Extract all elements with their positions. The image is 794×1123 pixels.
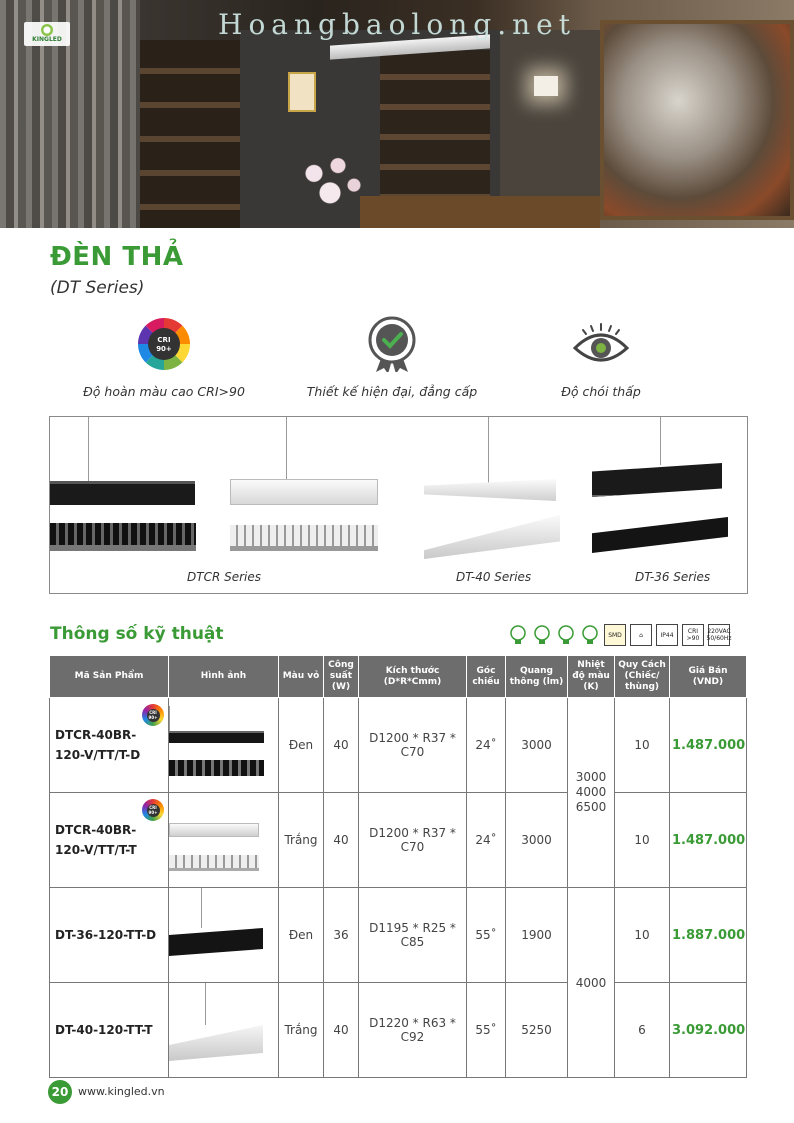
spec-table xyxy=(49,655,747,1078)
page-number: 20 xyxy=(48,1080,72,1104)
gallery-caption: DT-40 Series xyxy=(456,570,532,584)
table-row xyxy=(50,888,747,983)
beam-angle: 24˚ xyxy=(467,793,506,888)
cri-90-icon xyxy=(136,316,192,372)
color-temperature: 4000 xyxy=(568,888,615,1078)
cri-badge-icon: CRI 90+ xyxy=(142,704,164,726)
product-code: DTCR-40BR-120-V/TT/T-D CRI 90+ xyxy=(50,698,169,793)
suspension-wire xyxy=(488,417,489,483)
product-image xyxy=(169,888,279,983)
col-header: Quang thông (lm) xyxy=(506,656,568,698)
housing-color: Trắng xyxy=(279,793,324,888)
ip44-badge: IP44 xyxy=(656,624,678,646)
product-image xyxy=(169,698,279,793)
housing-color: Đen xyxy=(279,698,324,793)
suspension-wire xyxy=(205,983,206,1025)
lamp-black xyxy=(169,731,264,743)
product-image xyxy=(169,983,279,1078)
page-subtitle: (DT Series) xyxy=(50,278,145,298)
suspension-wire xyxy=(286,417,287,479)
luminous-flux: 3000 xyxy=(506,698,568,793)
logo-text: KINGLED xyxy=(32,36,62,43)
lamp-white xyxy=(169,823,259,837)
power: 40 xyxy=(324,698,359,793)
eye-icon xyxy=(573,316,629,372)
col-header: Màu vỏ xyxy=(279,656,324,698)
color-temperature: 3000 4000 6500 xyxy=(568,698,615,888)
price: 1.887.000 xyxy=(670,888,747,983)
smd-badge: SMD xyxy=(604,624,626,646)
dimensions: D1220 * R63 * C92 xyxy=(359,983,467,1078)
flower-vase xyxy=(290,150,370,228)
col-header: Góc chiếu xyxy=(467,656,506,698)
desk xyxy=(360,196,600,228)
luminous-flux: 3000 xyxy=(506,793,568,888)
gallery-caption: DT-36 Series xyxy=(635,570,711,584)
cri-badge-icon: CRI 90+ xyxy=(142,799,164,821)
col-header: Hình ảnh xyxy=(169,656,279,698)
watermark: Hoangbaolong.net xyxy=(218,8,576,41)
dtcr-white-lamp xyxy=(230,479,378,505)
wall-sconce xyxy=(534,76,558,96)
dt-36-lamp xyxy=(592,463,722,497)
housing-color: Đen xyxy=(279,888,324,983)
bulb-icon xyxy=(556,624,576,646)
horse-painting xyxy=(600,20,794,220)
brand-logo xyxy=(24,22,70,46)
bookshelf xyxy=(140,40,240,228)
logo-icon xyxy=(41,24,53,36)
pack-quantity: 6 xyxy=(615,983,670,1078)
svg-text:90+: 90+ xyxy=(156,345,172,353)
pack-quantity: 10 xyxy=(615,793,670,888)
feature-glare xyxy=(481,316,721,399)
feature-label: Độ hoàn màu cao CRI>90 xyxy=(83,384,245,399)
dt-40-lamp-bottom xyxy=(424,515,560,559)
beam-angle: 24˚ xyxy=(467,698,506,793)
col-header: Nhiệt độ màu (K) xyxy=(568,656,615,698)
table-row xyxy=(50,983,747,1078)
table-header-row xyxy=(50,656,747,698)
dimensions: D1200 * R37 * C70 xyxy=(359,698,467,793)
bulb-icon xyxy=(508,624,528,646)
website-link[interactable]: www.kingled.vn xyxy=(78,1085,165,1098)
dtcr-black-lamp-bottom xyxy=(50,523,196,551)
bulb-icon xyxy=(580,624,600,646)
power: 40 xyxy=(324,793,359,888)
dt-36-lamp-bottom xyxy=(592,517,728,553)
feature-design xyxy=(272,316,512,399)
luminous-flux: 1900 xyxy=(506,888,568,983)
cri-badge: CRI >90 xyxy=(682,624,704,646)
product-image xyxy=(169,793,279,888)
framed-certificate xyxy=(288,72,316,112)
suspension-wire xyxy=(660,417,661,465)
col-header: Mã Sản Phẩm xyxy=(50,656,169,698)
lamp-black-bottom xyxy=(169,760,264,776)
product-code: DT-40-120-TT-T xyxy=(50,983,169,1078)
price: 1.487.000 xyxy=(670,698,747,793)
lamp-white xyxy=(169,1021,263,1061)
feature-cri xyxy=(44,316,284,399)
lamp-white-bottom xyxy=(169,855,259,871)
spec-heading: Thông số kỹ thuật xyxy=(50,624,224,644)
beam-angle: 55˚ xyxy=(467,888,506,983)
certification-badges xyxy=(508,622,730,648)
power: 36 xyxy=(324,888,359,983)
luminous-flux: 5250 xyxy=(506,983,568,1078)
dtcr-black-lamp xyxy=(50,481,195,505)
price: 3.092.000 xyxy=(670,983,747,1078)
voltage-badge: 220VAC 50/60Hz xyxy=(708,624,730,646)
product-code: DT-36-120-TT-D xyxy=(50,888,169,983)
housing-color: Trắng xyxy=(279,983,324,1078)
lamp-black xyxy=(169,928,263,956)
bulb-icon xyxy=(532,624,552,646)
col-header: Giá Bán (VND) xyxy=(670,656,747,698)
dimensions: D1195 * R25 * C85 xyxy=(359,888,467,983)
hero-banner xyxy=(0,0,794,228)
pack-quantity: 10 xyxy=(615,698,670,793)
bookshelf xyxy=(380,50,490,200)
dimensions: D1200 * R37 * C70 xyxy=(359,793,467,888)
dtcr-white-lamp-bottom xyxy=(230,525,378,551)
col-header: Công suất (W) xyxy=(324,656,359,698)
gallery-caption: DTCR Series xyxy=(187,570,262,584)
feature-label: Độ chói thấp xyxy=(561,384,641,399)
col-header: Quy Cách (Chiếc/ thùng) xyxy=(615,656,670,698)
suspension-wire xyxy=(88,417,89,483)
feature-label: Thiết kế hiện đại, đẳng cấp xyxy=(306,384,478,399)
pack-quantity: 10 xyxy=(615,888,670,983)
product-gallery xyxy=(49,416,748,594)
beam-angle: 55˚ xyxy=(467,983,506,1078)
table-row xyxy=(50,793,747,888)
svg-text:CRI: CRI xyxy=(157,336,171,344)
page-title: ĐÈN THẢ xyxy=(50,242,184,272)
price: 1.487.000 xyxy=(670,793,747,888)
col-header: Kích thước (D*R*Cmm) xyxy=(359,656,467,698)
dt-40-lamp xyxy=(424,479,556,501)
suspension-wire xyxy=(201,888,202,928)
power: 40 xyxy=(324,983,359,1078)
indoor-icon: ⌂ xyxy=(630,624,652,646)
table-row xyxy=(50,698,747,793)
product-code: DTCR-40BR-120-V/TT/T-T CRI 90+ xyxy=(50,793,169,888)
quality-check-badge-icon xyxy=(364,316,420,372)
